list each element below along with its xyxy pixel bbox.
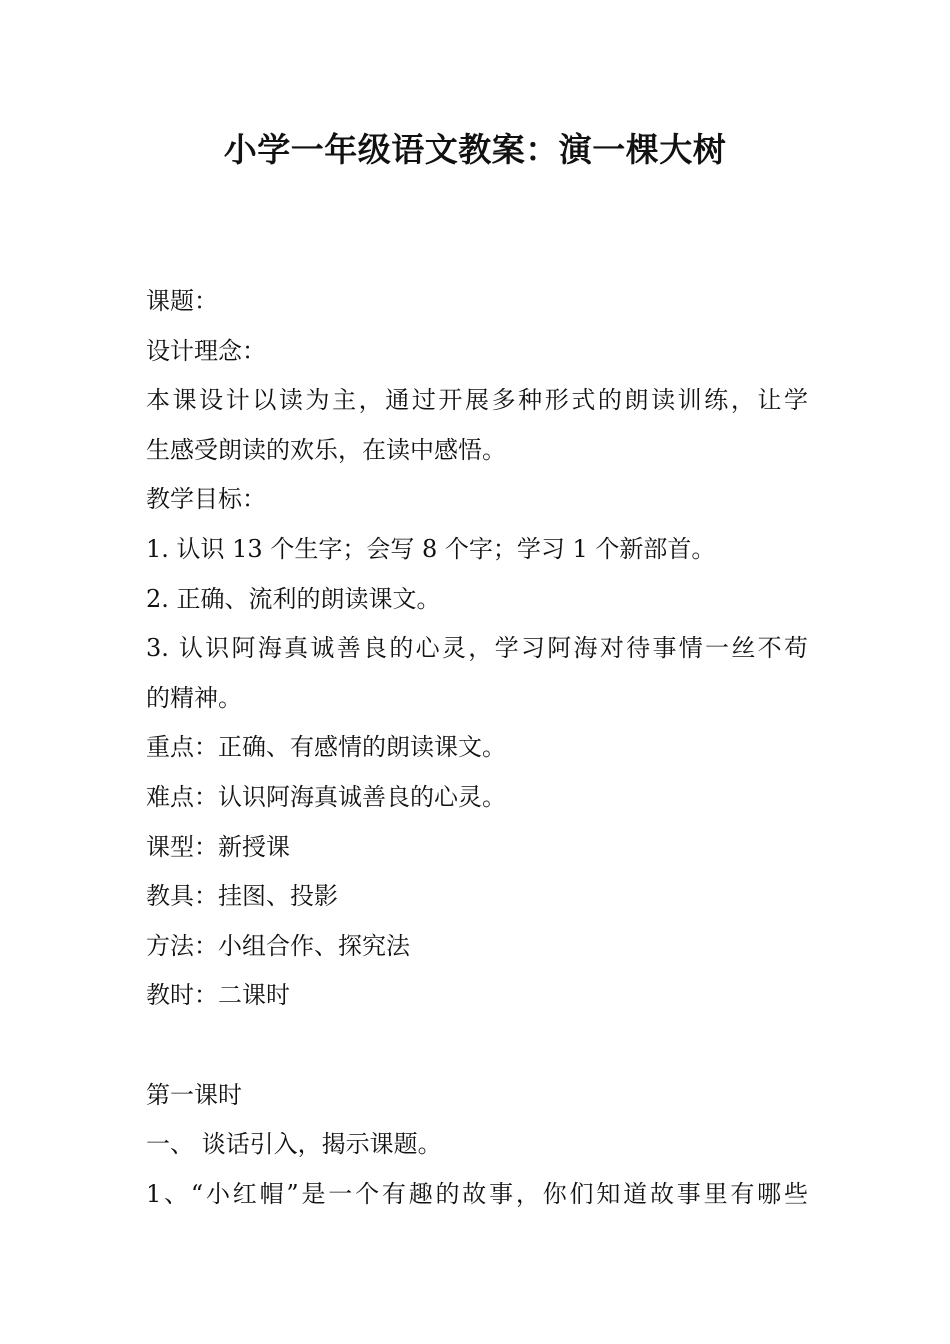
difficulty-line: 难点：认识阿海真诚善良的心灵。 (146, 782, 506, 811)
design-concept-text-line-1: 本课设计以读为主，通过开展多种形式的朗读训练，让学 (146, 386, 808, 415)
teaching-aids-line: 教具：挂图、投影 (146, 882, 338, 911)
document-title: 小学一年级语文教案：演一棵大树 (223, 130, 727, 169)
lesson-type-line: 课型：新授课 (146, 832, 290, 861)
blank-line (146, 1021, 808, 1071)
key-point-line: 重点：正确、有感情的朗读课文。 (146, 733, 506, 762)
teaching-goal-3-line-1: 3. 认识阿海真诚善良的心灵，学习阿海对待事情一丝不苟 (146, 634, 808, 663)
teaching-goal-1: 1. 认识 13 个生字；会写 8 个字；学习 1 个新部首。 (146, 534, 716, 563)
design-concept-text-line-2: 生感受朗读的欢乐，在读中感悟。 (146, 435, 506, 464)
class-hours-line: 教时：二课时 (146, 981, 290, 1010)
topic-line: 课题： (146, 287, 218, 315)
design-concept-heading: 设计理念： (146, 336, 266, 365)
section-1-heading: 一、 谈话引入，揭示课题。 (146, 1130, 442, 1159)
method-line: 方法：小组合作、探究法 (146, 931, 410, 960)
teaching-goals-heading: 教学目标： (146, 485, 266, 514)
teaching-goal-3-line-2: 的精神。 (146, 683, 242, 712)
item-1-line-1: 1、“小红帽”是一个有趣的故事，你们知道故事里有哪些 (146, 1179, 808, 1208)
document-body (146, 277, 808, 1219)
teaching-goal-2: 2. 正确、流利的朗读课文。 (146, 584, 441, 613)
first-period-heading: 第一课时 (146, 1080, 242, 1109)
